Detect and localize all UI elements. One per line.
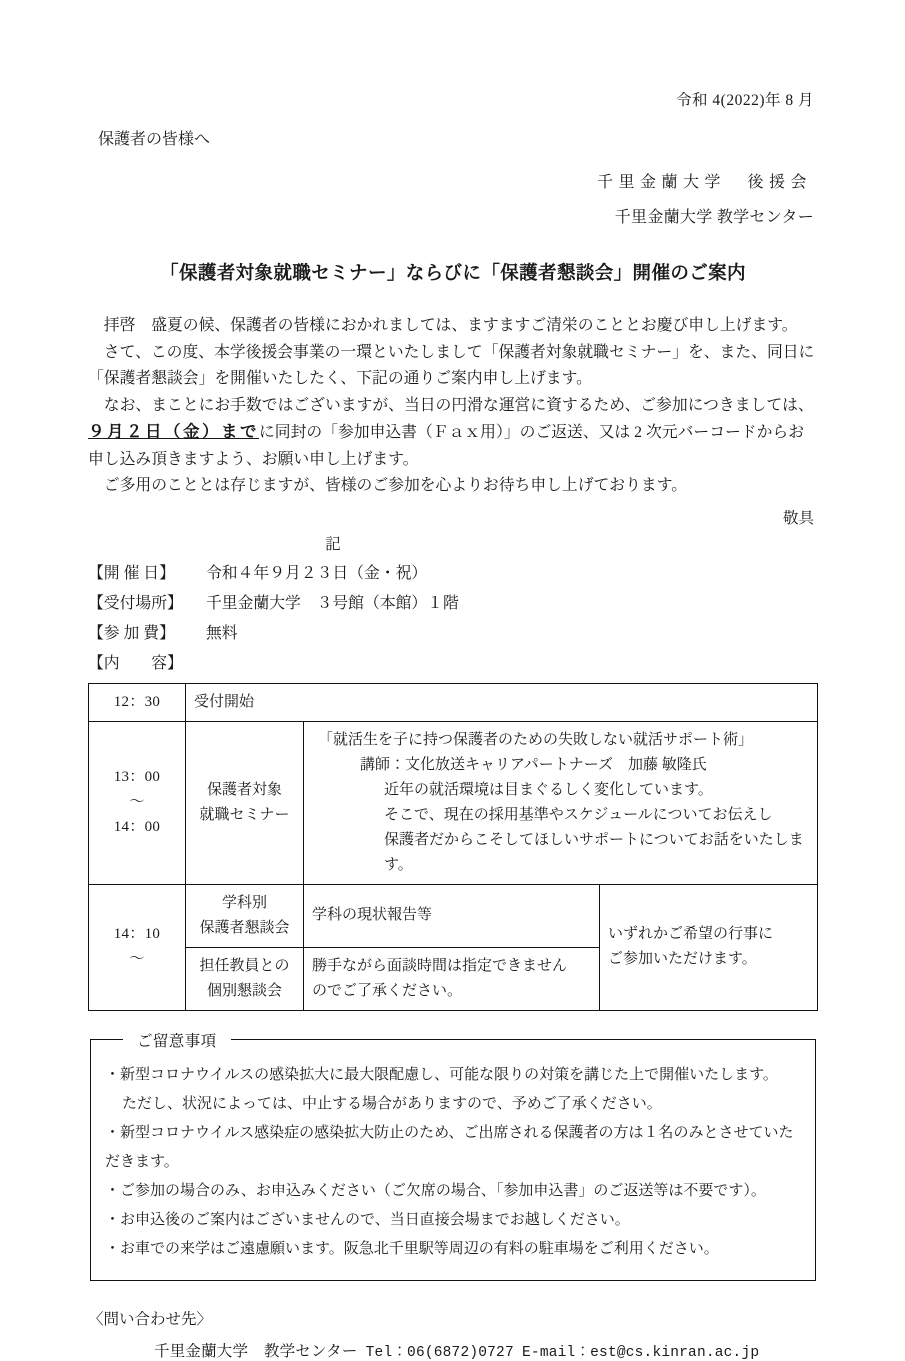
document-body bbox=[88, 0, 818, 1361]
issuer-primary: 千里金蘭大学 後援会 bbox=[596, 174, 812, 191]
consult-sub2-detail-line1: 勝手ながら面談時間は指定できません bbox=[312, 957, 568, 974]
issue-date: 令和 4(2022)年 8 月 bbox=[676, 92, 814, 109]
reception-time: 12：30 bbox=[89, 683, 186, 721]
detail-row-venue bbox=[88, 590, 818, 613]
note-main: ・お車での来学はご遠慮願います。阪急北千里駅等周辺の有料の駐車場をご利用ください。 bbox=[105, 1240, 719, 1257]
notes-legend: ご留意事項 bbox=[137, 1032, 217, 1050]
consult-sub2-label-line1: 担任教員との bbox=[199, 957, 290, 974]
consult-sub2-label bbox=[186, 947, 304, 1010]
consult-note-line2: ご参加いただけます。 bbox=[608, 951, 757, 967]
note-main: ・お申込後のご案内はございませんので、当日直接会場までお越しください。 bbox=[105, 1211, 630, 1228]
closing-salutation: 敬具 bbox=[782, 509, 814, 527]
detail-value: 令和４年９月２３日（金・祝） bbox=[206, 564, 428, 582]
seminar-label-line2: 就職セミナー bbox=[199, 806, 290, 823]
consult-sub1-detail: 学科の現状報告等 bbox=[304, 884, 600, 947]
detail-label: 【参 加 費】 bbox=[88, 624, 175, 642]
consult-sub2-label-line2: 個別懇談会 bbox=[206, 982, 282, 999]
table-row bbox=[89, 884, 818, 947]
note-main: ・新型コロナウイルス感染症の感染拡大防止のため、ご出席される保護者の方は１名のみとさせていただきます。 bbox=[105, 1124, 794, 1170]
detail-row-content bbox=[88, 650, 818, 673]
seminar-content bbox=[304, 721, 818, 884]
seminar-time bbox=[89, 721, 186, 884]
event-detail-list bbox=[88, 560, 818, 673]
detail-value: 無料 bbox=[206, 624, 238, 642]
detail-label: 【内 容】 bbox=[88, 654, 183, 672]
detail-row-date bbox=[88, 560, 818, 583]
note-main: ・新型コロナウイルスの感染拡大に最大限配慮し、可能な限りの対策を講じた上で開催いたします。 bbox=[105, 1066, 778, 1083]
contact-tel: Tel：06(6872)0727 bbox=[365, 1344, 514, 1361]
note-main: ・ご参加の場合のみ、お申込みください（ご欠席の場合、「参加申込書」のご返送等は不要です）。 bbox=[105, 1182, 766, 1199]
contact-email: E-mail：est@cs.kinran.ac.jp bbox=[522, 1344, 760, 1361]
seminar-label bbox=[186, 721, 304, 884]
seminar-content-line2: 講師：文化放送キャリアパートナーズ 加藤 敏隆氏 bbox=[360, 756, 707, 773]
deadline-emphasis: ９月２日（金）まで bbox=[88, 422, 259, 441]
list-item bbox=[105, 1235, 801, 1264]
paragraph-request: ご多用のこととは存じますが、皆様のご参加を心よりお待ち申し上げております。 bbox=[103, 477, 688, 494]
list-item bbox=[105, 1177, 801, 1206]
document-title: 「保護者対象就職セミナー」ならびに「保護者懇談会」開催のご案内 bbox=[160, 264, 746, 284]
consult-time-start: 14：10 bbox=[113, 926, 161, 942]
letter-body bbox=[88, 313, 818, 500]
contact-line bbox=[88, 1339, 818, 1361]
paragraph-greeting: 拝啓 盛夏の候、保護者の皆様におかれましては、ますますご清栄のこととお慶び申し上げます。 bbox=[103, 317, 798, 334]
consult-time-tilde: 〜 bbox=[129, 951, 145, 967]
seminar-time-tilde: 〜 bbox=[129, 794, 145, 810]
consult-note bbox=[600, 884, 818, 1010]
deadline-text-before: なお、まことにお手数ではございますが、当日の円滑な運営に資するため、ご参加につきましては、 bbox=[103, 396, 814, 414]
schedule-table bbox=[88, 683, 818, 1011]
list-item bbox=[105, 1119, 801, 1177]
detail-row-fee bbox=[88, 620, 818, 643]
detail-label: 【受付場所】 bbox=[88, 594, 183, 612]
table-row bbox=[89, 683, 818, 721]
consult-time bbox=[89, 884, 186, 1010]
seminar-content-line3: 近年の就活環境は目まぐるしく変化しています。 bbox=[384, 781, 713, 798]
table-row bbox=[89, 721, 818, 884]
reception-text: 受付開始 bbox=[186, 683, 818, 721]
seminar-content-line5: 保護者だからこそしてほしいサポートについてお話をいたします。 bbox=[384, 831, 804, 873]
consult-sub1-label-line1: 学科別 bbox=[221, 894, 267, 911]
paragraph-deadline bbox=[88, 393, 818, 474]
issuer-secondary: 千里金蘭大学 教学センター bbox=[614, 209, 814, 226]
consult-note-line1: いずれかご希望の行事に bbox=[608, 926, 774, 942]
contact-block bbox=[88, 1307, 818, 1361]
list-item bbox=[105, 1061, 801, 1119]
seminar-content-line4: そこで、現在の採用基準やスケジュールについてお伝えし bbox=[384, 806, 773, 823]
paragraph-purpose: さて、この度、本学後援会事業の一環といたしまして「保護者対象就職セミナー」を、また、同日に「保護者懇談会」を開催いたしたく、下記の通りご案内申し上げます。 bbox=[88, 343, 815, 387]
detail-value: 千里金蘭大学 ３号館（本館）１階 bbox=[206, 594, 459, 612]
consult-sub2-detail-line2: のでご了承ください。 bbox=[312, 982, 463, 999]
deadline-text-after: に同封の「参加申込書（Ｆａｘ用）」のご返送、又は 2 次元バーコードからお申し込み頂きますよう、お願い申し上げます。 bbox=[88, 424, 804, 468]
seminar-content-line1: 「就活生を子に持つ保護者のための失敗しない就活サポート術」 bbox=[318, 731, 754, 748]
notes-box bbox=[90, 1029, 816, 1281]
seminar-time-end: 14：00 bbox=[113, 819, 161, 835]
consult-sub1-label bbox=[186, 884, 304, 947]
ki-marker: 記 bbox=[325, 535, 341, 553]
issuer-block bbox=[88, 169, 818, 227]
seminar-time-start: 13：00 bbox=[113, 769, 161, 785]
consult-sub2-detail bbox=[304, 947, 600, 1010]
notes-list bbox=[105, 1061, 801, 1264]
seminar-label-line1: 保護者対象 bbox=[206, 781, 282, 798]
list-item bbox=[105, 1206, 801, 1235]
detail-label: 【開 催 日】 bbox=[88, 564, 175, 582]
note-continuation: ただし、状況によっては、中止する場合がありますので、予めご了承ください。 bbox=[122, 1095, 662, 1112]
addressee: 保護者の皆様へ bbox=[98, 131, 211, 148]
consult-sub1-label-line2: 保護者懇談会 bbox=[199, 919, 290, 936]
contact-org: 千里金蘭大学 教学センター bbox=[154, 1342, 358, 1360]
contact-heading: 〈問い合わせ先〉 bbox=[88, 1310, 213, 1328]
